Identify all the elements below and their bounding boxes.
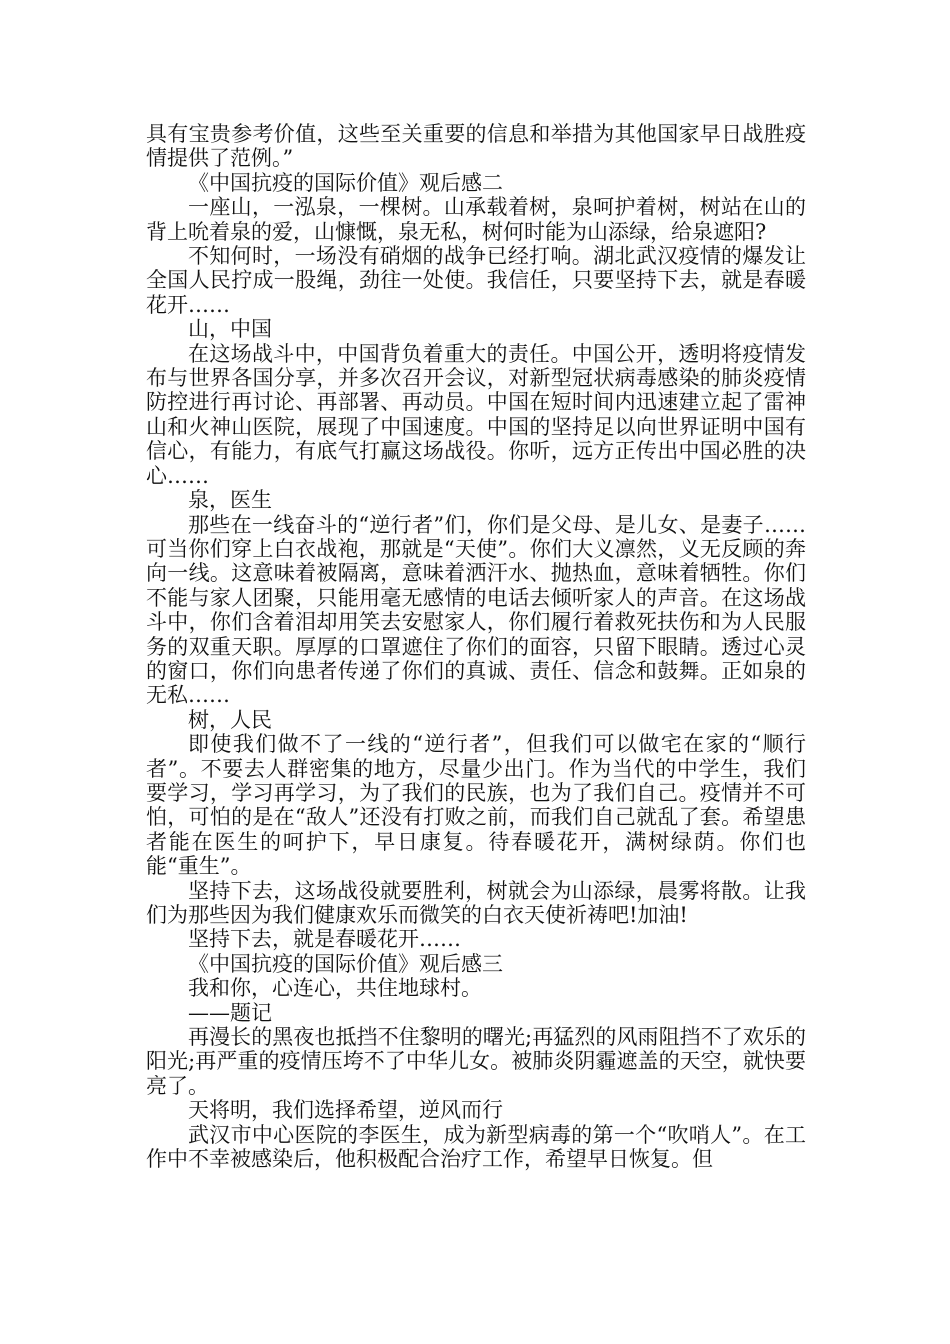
paragraph-4: 不知何时，一场没有硝烟的战争已经打响。湖北武汉疫情的爆发让全国人民拧成一股绳，劲往一处使。我信任，只要坚持下去，就是春暖花开…… (146, 244, 806, 317)
paragraph-6: 在这场战斗中，中国背负着重大的责任。中国公开，透明将疫情发布与世界各国分享，并多次召开会议，对新型冠状病毒感染的肺炎疫情防控进行再讨论、再部署、再动员。中国在短时间内迅速建立起了雷神山和火神山医院，展现了中国速度。中国的坚持足以向世界证明中国有信心，有能力，有底气打赢这场战役。你听，远方正传出中国必胜的决心…… (146, 341, 806, 488)
paragraph-16: 再漫长的黑夜也抵挡不住黎明的曙光;再猛烈的风雨阻挡不了欢乐的阳光;再严重的疫情压垮不了中华儿女。被肺炎阴霾遮盖的天空，就快要亮了。 (146, 1025, 806, 1098)
paragraph-18: 武汉市中心医院的李医生，成为新型病毒的第一个“吹哨人”。在工作中不幸被感染后，他积极配合治疗工作，希望早日恢复。但 (146, 1122, 806, 1172)
paragraph-11: 坚持下去，这场战役就要胜利，树就会为山添绿，晨雾将散。让我们为那些因为我们健康欢乐而微笑的白衣天使祈祷吧!加油! (146, 878, 806, 927)
paragraph-12: 坚持下去，就是春暖花开…… (188, 927, 461, 952)
paragraph-14: 我和你，心连心，共住地球村。 (188, 976, 482, 1001)
epigraph-attribution: ——题记 (188, 1000, 272, 1025)
paragraph-8: 那些在一线奋斗的“逆行者”们，你们是父母、是儿女、是妻子……可当你们穿上白衣战袍，那就是“天使”。你们大义凛然，义无反顾的奔向一线。这意味着被隔离，意味着洒汗水、抛热血，意味着牺牲。你们不能与家人团聚，只能用毫无感情的电话去倾听家人的声音。在这场战斗中，你们含着泪却用笑去安慰家人，你们履行着救死扶伤和为人民服务的双重天职。厚厚的口罩遮住了你们的面容，只留下眼睛。透过心灵的窗口，你们向患者传递了你们的真诚、责任、信念和鼓舞。正如泉的无私…… (146, 512, 806, 708)
subheading-tree: 树，人民 (188, 707, 272, 732)
paragraph-1: 具有宝贵参考价值，这些至关重要的信息和举措为其他国家早日战胜疫情提供了范例。” (146, 122, 806, 171)
document-page (146, 122, 806, 1171)
subheading-mountain: 山，中国 (188, 317, 272, 342)
paragraph-10: 即使我们做不了一线的“逆行者”，但我们可以做宅在家的“顺行者”。不要去人群密集的地方，尽量少出门。作为当代的中学生，我们要学习，学习再学习，为了我们的民族，也为了我们自己。疫情并不可怕，可怕的是在“敌人”还没有打败之前，而我们自己就乱了套。希望患者能在医生的呵护下，早日康复。待春暖花开，满树绿荫。你们也能“重生”。 (146, 732, 806, 879)
section-heading-2: 《中国抗疫的国际价值》观后感二 (188, 170, 503, 195)
subheading-spring: 泉，医生 (188, 488, 272, 513)
section-heading-3: 《中国抗疫的国际价值》观后感三 (188, 951, 503, 976)
paragraph-3: 一座山，一泓泉，一棵树。山承载着树，泉呵护着树，树站在山的背上吮着泉的爱，山慷慨，泉无私，树何时能为山添绿，给泉遮阳? (146, 195, 806, 244)
paragraph-17: 天将明，我们选择希望，逆风而行 (188, 1098, 503, 1123)
